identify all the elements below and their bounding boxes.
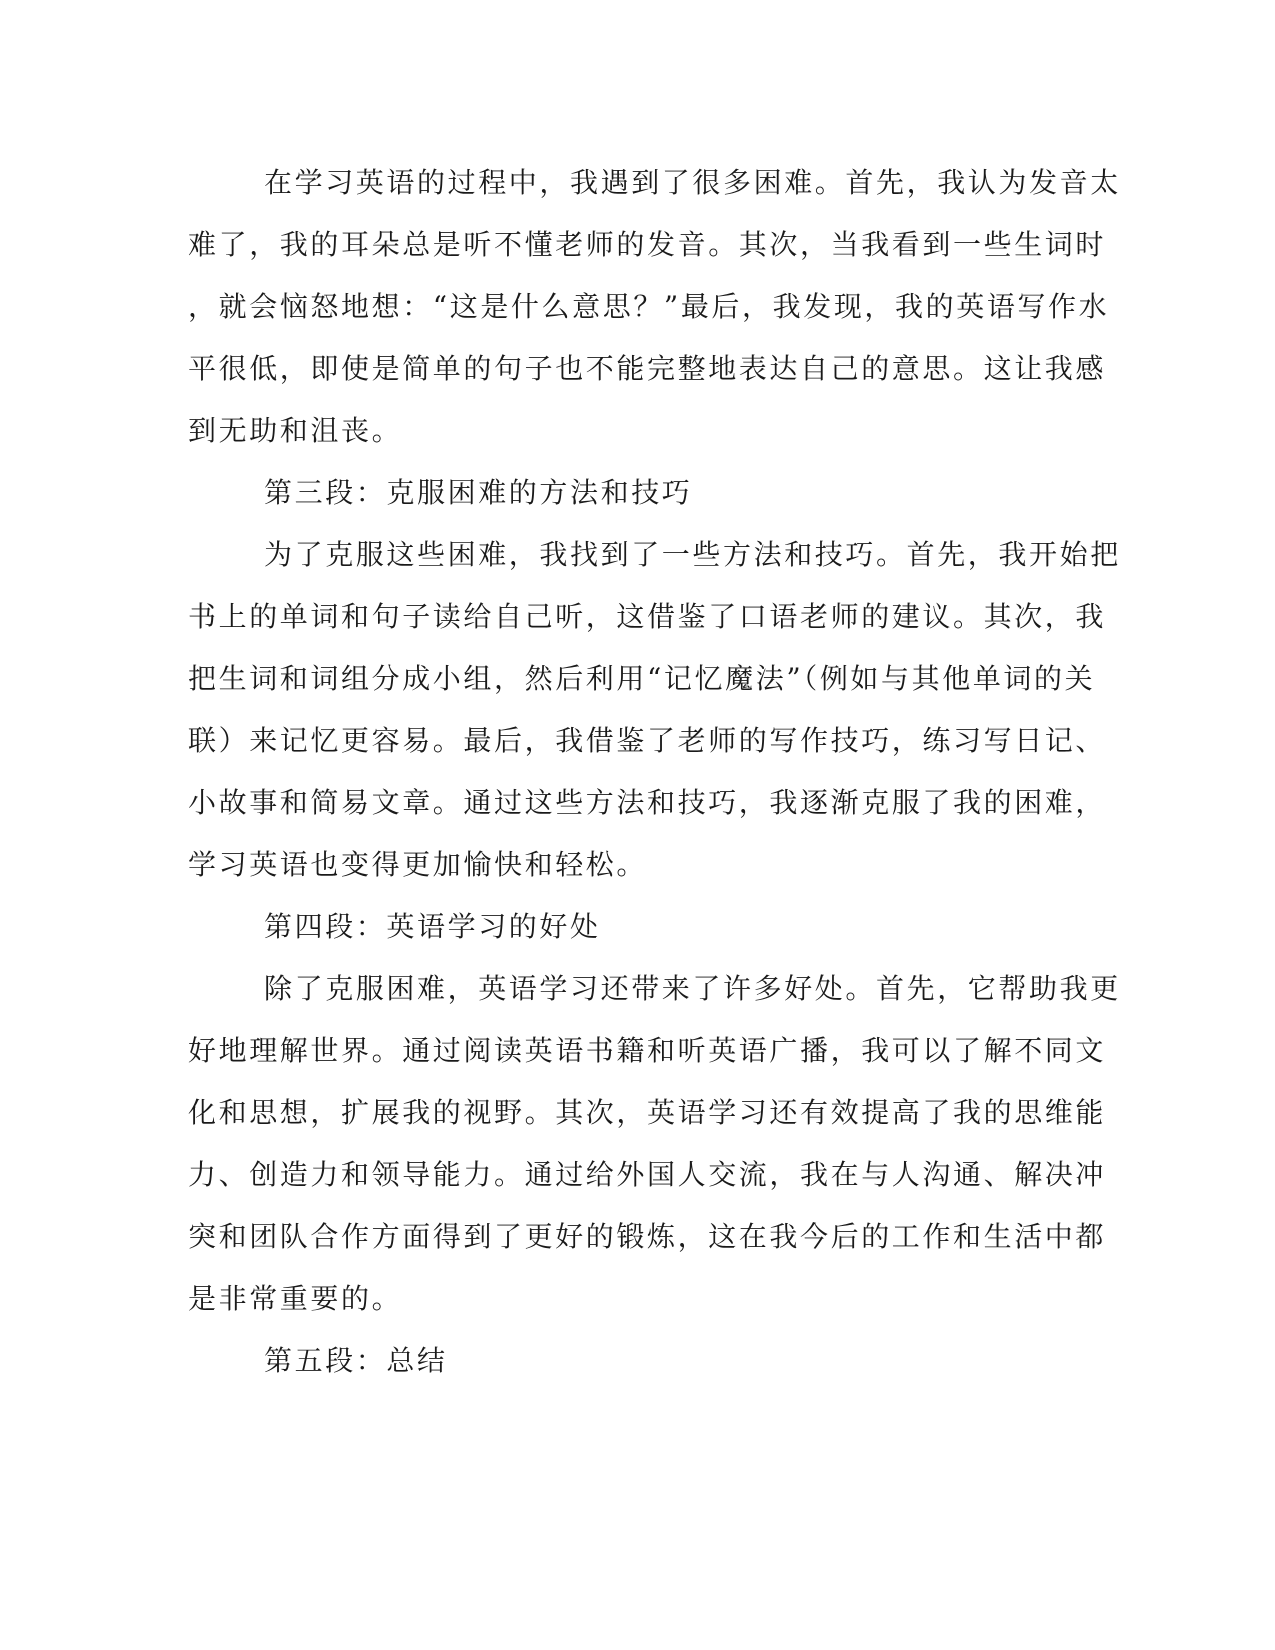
- text-line: 是非常重要的。: [188, 1282, 403, 1315]
- text-line: 除了克服困难，英语学习还带来了许多好处。首先，它帮助我更: [264, 972, 1121, 1005]
- text-line: 化和思想，扩展我的视野。其次，英语学习还有效提高了我的思维能: [188, 1096, 1107, 1129]
- document-body: [188, 152, 1121, 1392]
- heading-text: 第四段：英语学习的好处: [264, 910, 601, 943]
- text-line: 平很低，即使是简单的句子也不能完整地表达自己的意思。这让我感: [188, 352, 1107, 385]
- paragraph-difficulties: [188, 152, 1121, 462]
- text-line: 联）来记忆更容易。最后，我借鉴了老师的写作技巧，练习写日记、: [188, 724, 1107, 757]
- text-line: 把生词和词组分成小组，然后利用“记忆魔法”（例如与其他单词的关: [188, 662, 1096, 695]
- text-line: 到无助和沮丧。: [188, 414, 403, 447]
- text-line: 力、创造力和领导能力。通过给外国人交流，我在与人沟通、解决冲: [188, 1158, 1107, 1191]
- paragraph-methods: [188, 524, 1121, 896]
- text-line: 学习英语也变得更加愉快和轻松。: [188, 848, 648, 881]
- text-line: ，就会恼怒地想：“这是什么意思？”最后，我发现，我的英语写作水: [188, 290, 1110, 323]
- text-line: 好地理解世界。通过阅读英语书籍和听英语广播，我可以了解不同文: [188, 1034, 1107, 1067]
- section-heading-3: [188, 462, 1078, 524]
- text-line: 难了，我的耳朵总是听不懂老师的发音。其次，当我看到一些生词时: [188, 228, 1107, 261]
- section-heading-4: [188, 896, 1078, 958]
- text-line: 为了克服这些困难，我找到了一些方法和技巧。首先，我开始把: [264, 538, 1121, 571]
- paragraph-benefits: [188, 958, 1121, 1330]
- text-line: 在学习英语的过程中，我遇到了很多困难。首先，我认为发音太: [264, 166, 1121, 199]
- heading-text: 第五段：总结: [264, 1344, 448, 1377]
- section-heading-5: [188, 1330, 1078, 1392]
- text-line: 小故事和简易文章。通过这些方法和技巧，我逐渐克服了我的困难，: [188, 786, 1107, 819]
- heading-text: 第三段：克服困难的方法和技巧: [264, 476, 693, 509]
- text-line: 书上的单词和句子读给自己听，这借鉴了口语老师的建议。其次，我: [188, 600, 1107, 633]
- text-line: 突和团队合作方面得到了更好的锻炼，这在我今后的工作和生活中都: [188, 1220, 1107, 1253]
